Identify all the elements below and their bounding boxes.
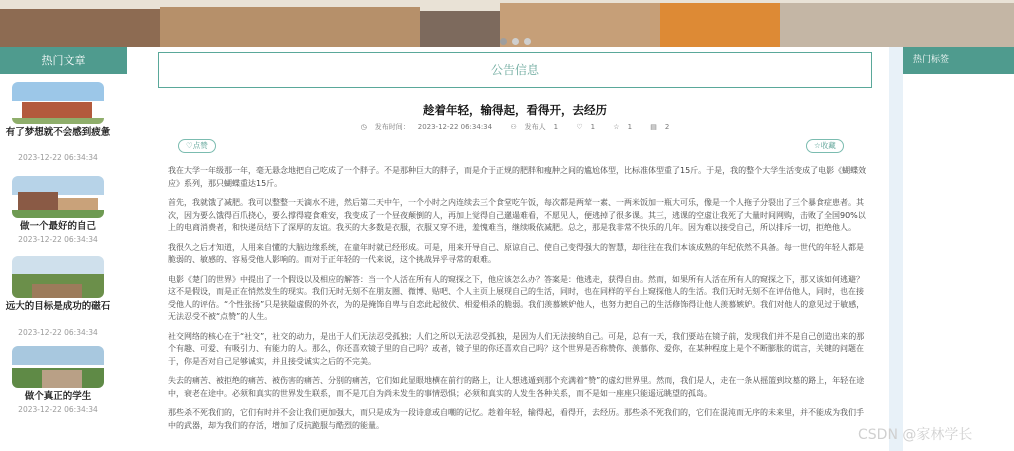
article-title[interactable]: 做个真正的学生	[24, 391, 92, 402]
right-sidebar	[889, 47, 1014, 451]
comment-count: ▤ 2	[650, 123, 670, 131]
thumbs-up-icon: ♡	[576, 123, 583, 131]
publish-time: ◷ 发布时间： 2023-12-22 06:34:34	[360, 123, 493, 131]
section-title: 公告信息	[490, 63, 539, 77]
banner-building	[780, 3, 1014, 47]
hot-articles-title: 热门文章	[0, 47, 127, 74]
left-sidebar	[0, 47, 127, 451]
article-title[interactable]: 有了梦想就不会感到疲惫	[5, 127, 111, 138]
star-count: ☆ 1	[613, 123, 633, 131]
article-thumbnail[interactable]	[12, 82, 104, 124]
post-paragraph: 我很久之后才知道，人用来自懂的大脑边缘系统，在童年时就已经形成。可是，用来开导自己、原谅自己、使自己变得强大的智慧，却往往在我们本该成熟的年纪依然不具备。每一世代的年轻人都是脆弱的、敏感的、容易受他人影响的。而对于正年轻的一代来说，这个挑战异乎寻常的艰难。	[168, 242, 864, 264]
main-content	[158, 47, 885, 451]
banner-building	[420, 11, 500, 47]
post-paragraph: 社交网络的核心在于“社交”，社交的动力，是出于人们无法忍受孤独；人们之所以无法忍受孤独，是因为人们无法接纳自己。可是，总有一天，我们要站在镜子前，发现我们并不是自己创造出来的那个有趣、可爱、有吸引力、有能力的人。那么，你还喜欢镜子里的自己吗？或者，镜子里的你还喜欢自己吗？这个世界是否称赞你、羡慕你、爱你，在某种程度上是个不断膨胀的谎言，关键的问题在于，你是否对自己足够诚实，并且接受诚实之后的不完美。	[168, 331, 865, 366]
post-paragraph: 首先，我就饿了减肥。我可以整整一天滴水不进，然后第二天中午，一个小时之内连续去三个食堂吃午饭，每次都是两荤一素、一两米饭加一瓶大可乐，像是一个人拖子分裂出了三个暴食症患者。其次，因为要么饿得百爪挠心，要么撑得寝食难安，我变成了一个昼夜颠倒的人，再加上觉得自己邋遢难看，不愿见人，便逃掉了很多课。其三，逃课的空虚让我死了大量时间网购，击败了全国90%以上的电商消费者，和快递员结下了深厚的友谊。我买的大多数是衣服，衣服又穿不进，羞愧难当，继续吸依减肥。总之，那是我非常不快乐的几年。因为难以接受自己，所以排斥一切，拒绝他人。	[168, 198, 866, 232]
carousel-dots	[500, 38, 531, 45]
post-paragraph: 失去的痛苦、被拒绝的痛苦、被伤害的痛苦、分别的痛苦，它们如此显眼地横在前行的路上，让人想逃遁到那个充满着“赞”的虚幻世界里。然而，我们是人，走在一条从摇篮到坟墓的路上，年轻在途中，衰老在途中。必须和真实的世界发生联系，而不是兀自为尚未发生的事情恐惧；必须和真实的人发生各种关系，而不是如一座座只能遥远眺望的孤岛。	[168, 376, 865, 398]
campus-banner	[0, 0, 1014, 47]
banner-building	[660, 3, 780, 47]
post-paragraph: 我在大学一年级那一年，毫无悬念地把自己吃成了一个胖子。不是那种巨大的胖子，而是介于正规的肥胖和瘦肿之间的尴尬体型，比标准体型重了15斤。于是，我的整个大学生活变成了电影《蝴蝶效应》系列，那只蝴蝶重达15斤。	[168, 166, 867, 188]
article-thumbnail[interactable]	[12, 346, 104, 388]
user-icon: ⚇	[510, 123, 517, 131]
like-button[interactable]: ♡点赞	[178, 139, 216, 153]
article-date: 2023-12-22 06:34:34	[18, 153, 98, 162]
hot-articles-list	[0, 74, 127, 451]
article-title[interactable]: 远大的目标是成功的磁石	[5, 301, 111, 312]
hot-tags-title: 热门标签	[903, 47, 1014, 74]
clock-icon: ◷	[360, 123, 367, 131]
post-meta	[158, 122, 872, 132]
carousel-dot[interactable]	[500, 38, 507, 45]
hot-tags-list	[903, 74, 1014, 451]
article-title[interactable]: 做一个最好的自己	[19, 221, 96, 232]
article-date: 2023-12-22 06:34:34	[18, 328, 98, 337]
author: ⚇ 发布人 1	[510, 123, 559, 131]
article-date: 2023-12-22 06:34:34	[18, 405, 98, 414]
banner-building	[160, 7, 420, 47]
post-paragraph: 电影《楚门的世界》中提出了一个假设以及相应的解答：当一个人活在所有人的窥探之下，他应该怎么办？答案是：他逃走，获得自由。然而，如果所有人活在所有人的窥探之下，那又该如何逃避？这不是假设，而是正在悄然发生的现实。我们无时无刻不在朋友圈、微博、贴吧、个人主页上展现自己的生活，同时，也在同样的平台上窥探他人的生活。我们无时无刻不在评估他人，同时，也在接受他人的评估。“个性张扬”只是狭隘虚假的外衣，为的是掩饰自卑与自恋此起彼伏、相爱相杀的脆弱。我们羡慕嫉妒他人，也努力把自己的生活修饰得让他人羡慕嫉妒。我们对他人的意见过于敏感，无法忍受不被“点赞”的人生。	[168, 274, 865, 321]
carousel-dot[interactable]	[524, 38, 531, 45]
article-date: 2023-12-22 06:34:34	[18, 235, 98, 244]
like-count: ♡ 1	[576, 123, 596, 131]
carousel-dot[interactable]	[512, 38, 519, 45]
post-body	[168, 165, 868, 439]
watermark: CSDN @家林学长	[858, 427, 973, 443]
banner-building	[0, 9, 160, 47]
post-title: 趁着年轻，输得起，看得开，去经历	[423, 103, 607, 117]
comment-icon: ▤	[650, 123, 657, 131]
favorite-button[interactable]: ☆收藏	[806, 139, 844, 153]
article-thumbnail[interactable]	[12, 256, 104, 298]
star-icon: ☆	[613, 123, 620, 131]
article-thumbnail[interactable]	[12, 176, 104, 218]
post-paragraph: 那些杀不死我们的，它们有时并不会让我们更加强大，而只是成为一段诗意或自嘲的记忆。趁着年轻，输得起，看得开，去经历。那些杀不死我们的，它们在混沌而无序的未来里，并不能成为我们手中的武器，却为我们的存活，增加了反抗跪服与酷烈的能量。	[168, 408, 864, 430]
section-header	[158, 52, 872, 88]
